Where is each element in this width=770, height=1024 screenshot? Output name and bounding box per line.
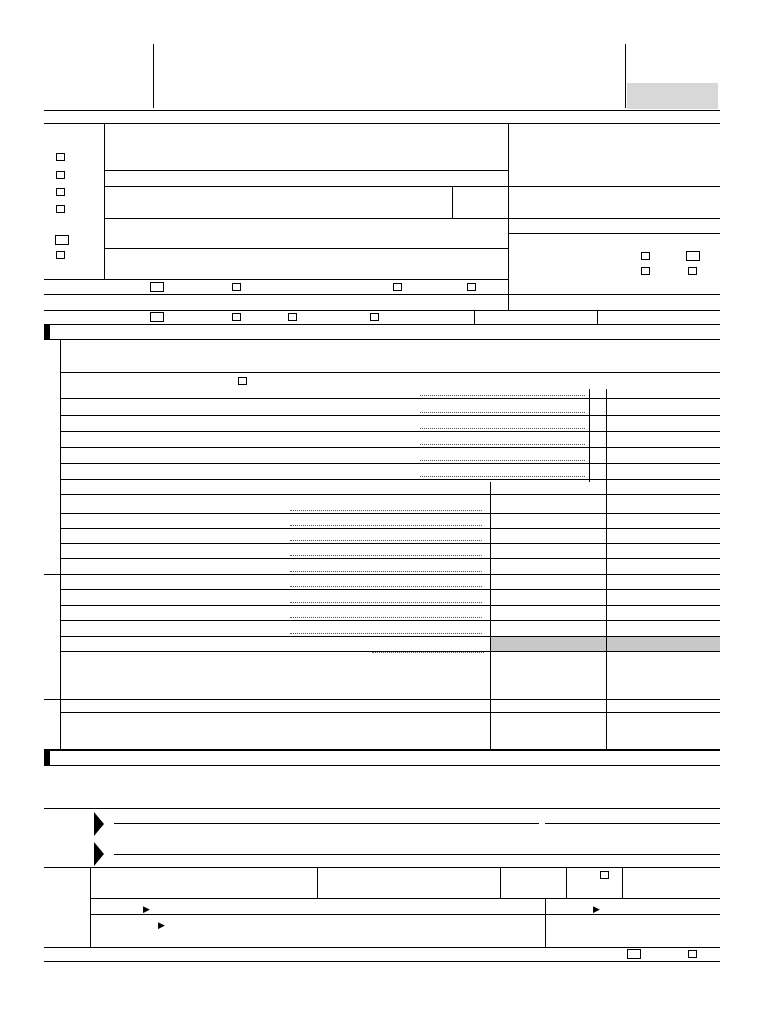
address-change-checkbox[interactable] — [56, 153, 65, 161]
ha-yes-checkbox[interactable] — [641, 252, 650, 260]
hb-yes-checkbox[interactable] — [641, 267, 650, 275]
application-pending-checkbox[interactable] — [56, 251, 65, 259]
hb-no-checkbox[interactable] — [688, 267, 697, 275]
part1-tag — [44, 325, 50, 339]
name-change-checkbox[interactable] — [56, 171, 65, 179]
association-checkbox[interactable] — [288, 313, 297, 321]
other-checkbox[interactable] — [370, 313, 379, 321]
self-employed-checkbox[interactable] — [600, 871, 609, 879]
status-527-checkbox[interactable] — [467, 283, 476, 291]
status-501c3-checkbox[interactable] — [150, 282, 164, 292]
ha-no-checkbox[interactable] — [686, 251, 700, 261]
sign-arrow-icon-2 — [94, 842, 104, 866]
part2-tag — [44, 751, 50, 765]
initial-return-checkbox[interactable] — [56, 188, 65, 196]
status-4947-checkbox[interactable] — [393, 283, 402, 291]
discontinued-checkbox[interactable] — [238, 377, 247, 385]
status-501c-checkbox[interactable] — [232, 283, 241, 291]
amended-return-checkbox[interactable] — [55, 235, 69, 245]
corporation-checkbox[interactable] — [150, 312, 164, 322]
discuss-yes-checkbox[interactable] — [627, 949, 641, 959]
discuss-no-checkbox[interactable] — [688, 950, 697, 958]
final-return-checkbox[interactable] — [56, 205, 65, 213]
trust-checkbox[interactable] — [232, 313, 241, 321]
sign-arrow-icon — [94, 812, 104, 836]
